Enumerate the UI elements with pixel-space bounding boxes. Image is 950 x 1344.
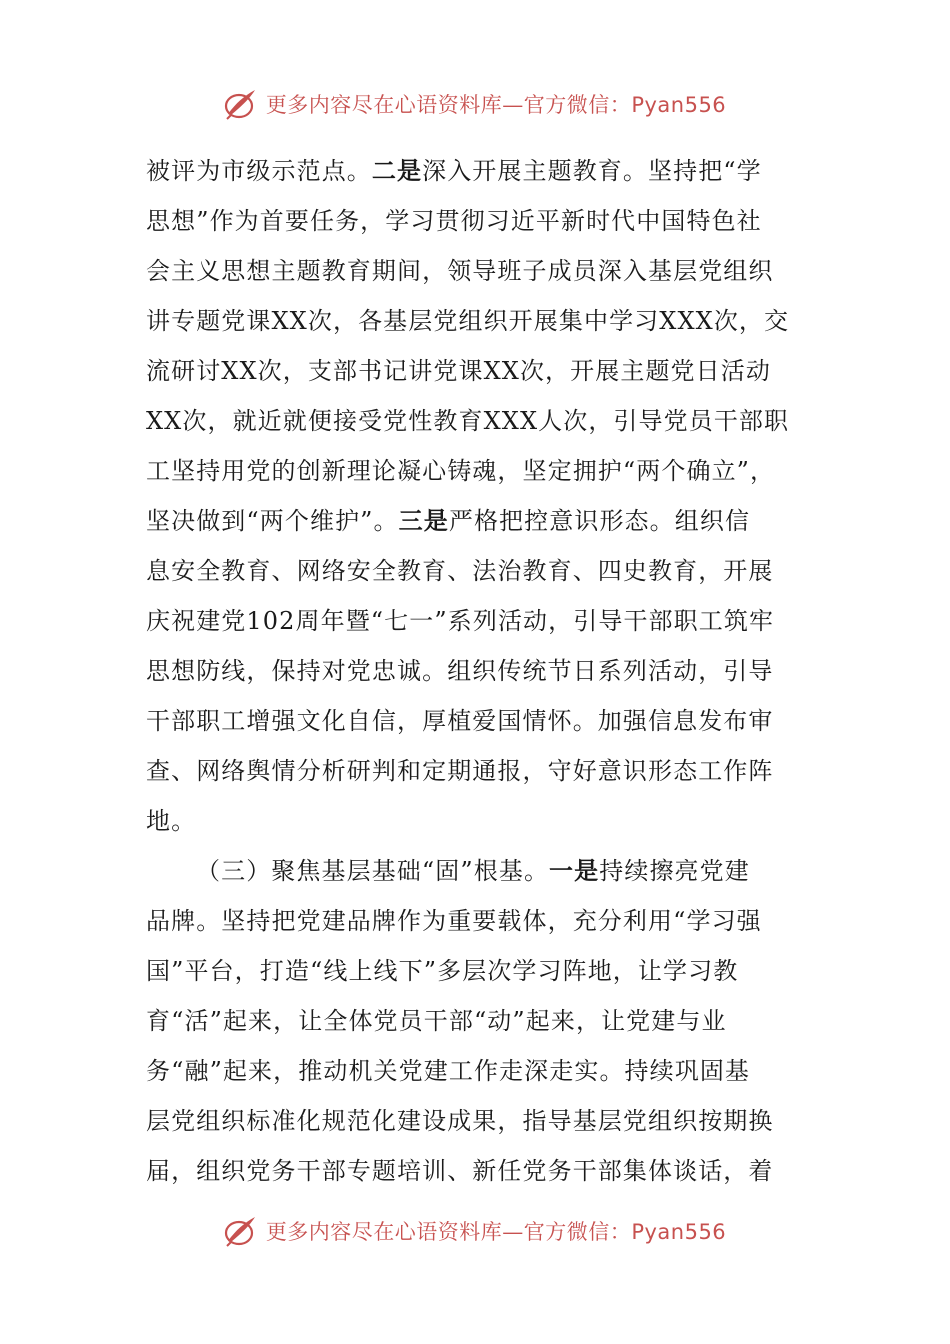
text-segment: 息安全教育、网络安全教育、法治教育、四史教育，开展 (146, 557, 774, 585)
text-segment: 思想防线，保持对党忠诚。组织传统节日系列活动，引导 (146, 657, 774, 685)
text-segment: 严格把控意识形态。组织信 (448, 507, 751, 535)
text-segment: （三）聚焦基层基础“固”根基。 (196, 857, 550, 885)
body-text-line (146, 946, 814, 996)
bold-ordinal-label: 三是 (398, 506, 449, 535)
body-text-line (146, 846, 814, 896)
text-segment: 干部职工增强文化自信，厚植爱国情怀。加强信息发布审 (146, 707, 774, 735)
text-segment: 讲专题党课XX次，各基层党组织开展集中学习XXX次，交 (146, 307, 790, 335)
text-segment: 会主义思想主题教育期间，领导班子成员深入基层党组织 (146, 257, 774, 285)
text-segment: 届，组织党务干部专题培训、新任党务干部集体谈话，着 (146, 1157, 774, 1185)
text-segment: 持续擦亮党建 (599, 857, 750, 885)
body-text-line (146, 246, 814, 296)
text-segment: 思想”作为首要任务，学习贯彻习近平新时代中国特色社 (146, 207, 762, 235)
text-segment: 品牌。坚持把党建品牌作为重要载体，充分利用“学习强 (146, 907, 762, 935)
body-text-line (146, 996, 814, 1046)
body-text-line (146, 396, 814, 446)
body-text-line (146, 696, 814, 746)
banner-text (266, 1216, 726, 1246)
banner-text-main: 更多内容尽在心语资料库—官方微信： (265, 93, 632, 117)
body-text-line (146, 196, 814, 246)
body-text-line (146, 646, 814, 696)
text-segment: XX次，就近就便接受党性教育XXX人次，引导党员干部职 (146, 407, 790, 435)
bold-ordinal-label: 一是 (549, 856, 600, 885)
text-segment: 坚决做到“两个维护”。 (146, 507, 399, 535)
text-segment: 深入开展主题教育。坚持把“学 (422, 157, 762, 185)
banner-wechat-id: Pyan556 (631, 93, 727, 117)
body-text-line (146, 546, 814, 596)
text-segment: 国”平台，打造“线上线下”多层次学习阵地，让学习教 (146, 957, 739, 985)
bold-ordinal-label: 二是 (371, 156, 423, 185)
body-text-line (146, 1096, 814, 1146)
banner-text-main: 更多内容尽在心语资料库—官方微信： (265, 1220, 632, 1244)
banner-wechat-id: Pyan556 (631, 1220, 727, 1244)
body-text-line (146, 746, 814, 796)
quill-logo-icon (224, 87, 258, 121)
text-segment: 被评为市级示范点。 (146, 157, 372, 185)
footer-watermark-banner (0, 1211, 950, 1251)
body-text-line (146, 296, 814, 346)
text-segment: 地。 (146, 807, 197, 835)
text-segment: 务“融”起来，推动机关党建工作走深走实。持续巩固基 (146, 1057, 751, 1085)
banner-text (266, 89, 726, 119)
body-text-line (146, 1046, 814, 1096)
body-text-line (146, 1146, 814, 1196)
text-segment: 流研讨XX次，支部书记讲党课XX次，开展主题党日活动 (146, 357, 771, 385)
body-text-line (146, 596, 814, 646)
text-segment: 育“活”起来，让全体党员干部“动”起来，让党建与业 (146, 1007, 727, 1035)
body-text-line (146, 896, 814, 946)
document-body (146, 146, 814, 1196)
body-text-line (146, 496, 814, 546)
body-text-line (146, 446, 814, 496)
quill-logo-icon (224, 1214, 258, 1248)
text-segment: 庆祝建党102周年暨“七一”系列活动，引导干部职工筑牢 (146, 607, 775, 635)
text-segment: 查、网络舆情分析研判和定期通报，守好意识形态工作阵 (146, 757, 774, 785)
body-text-line (146, 346, 814, 396)
header-watermark-banner (0, 84, 950, 124)
text-segment: 层党组织标准化规范化建设成果，指导基层党组织按期换 (146, 1107, 774, 1135)
body-text-line (146, 146, 814, 196)
text-segment: 工坚持用党的创新理论凝心铸魂，坚定拥护“两个确立”， (146, 457, 776, 485)
body-text-line (146, 796, 814, 846)
